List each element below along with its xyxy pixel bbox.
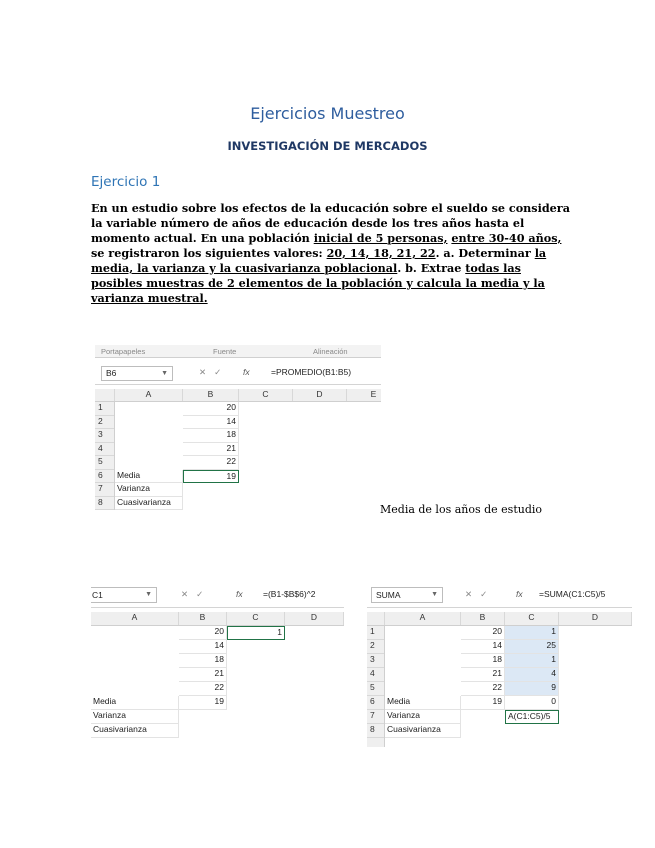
cell-c2[interactable]: 25 [505, 640, 559, 654]
row-header[interactable]: 3 [95, 429, 114, 443]
column-headers [91, 612, 344, 626]
function-icon[interactable]: fx [236, 589, 243, 599]
column-header[interactable]: C [227, 612, 285, 625]
row-header[interactable]: 1 [95, 402, 114, 416]
row-header[interactable]: 4 [95, 443, 114, 457]
cell-b6[interactable]: 19 [461, 696, 505, 710]
row-header[interactable]: 5 [95, 456, 114, 470]
name-box[interactable] [101, 366, 173, 381]
row-header[interactable]: 7 [367, 710, 384, 724]
underlined-text: entre 30-40 años, [451, 231, 562, 245]
select-all-corner[interactable] [367, 612, 385, 625]
column-header[interactable]: E [347, 389, 381, 401]
row-header[interactable]: 2 [367, 640, 384, 654]
cell-b6[interactable]: 19 [179, 696, 227, 710]
document-title: Ejercicios Muestreo [250, 104, 405, 123]
cell-c1-selected[interactable]: 1 [227, 626, 285, 640]
column-header[interactable]: B [183, 389, 239, 401]
row-header[interactable]: 7 [95, 483, 114, 497]
formula-bar-icons[interactable]: ✕✓ [181, 589, 212, 599]
row-header[interactable]: 2 [95, 416, 114, 430]
cell-c5[interactable]: 9 [505, 682, 559, 696]
underlined-text: todas las posibles muestras de 2 elementos de la población y calcula la media y la varianza muestral. [91, 261, 545, 305]
cell-a6[interactable]: Media [385, 696, 461, 710]
cell-c7-editing[interactable]: A(C1:C5)/5 [505, 710, 559, 724]
spreadsheet-screenshot-3 [367, 582, 632, 747]
cell-b4[interactable]: 21 [179, 668, 227, 682]
formula-text[interactable]: =PROMEDIO(B1:B5) [271, 367, 352, 377]
underlined-text: inicial de 5 personas, [313, 231, 448, 245]
cell-b3[interactable]: 18 [461, 654, 505, 668]
column-header[interactable]: C [239, 389, 293, 401]
column-headers [367, 612, 632, 626]
document-subtitle: INVESTIGACIÓN DE MERCADOS [227, 139, 428, 153]
cell-b2[interactable]: 14 [183, 416, 239, 430]
column-header[interactable]: A [385, 612, 461, 625]
cell-grid[interactable] [385, 626, 632, 747]
column-header[interactable]: B [179, 612, 227, 625]
row-header[interactable]: 6 [367, 696, 384, 710]
row-header[interactable]: 6 [95, 470, 114, 484]
text-run: En un estudio sobre los efectos de la educación sobre el sueldo se considera la variable número de años de educación desde los tres años hasta el momento actual. En una población [91, 201, 570, 245]
chevron-down-icon[interactable]: ▼ [161, 370, 168, 377]
cell-a8[interactable]: Cuasivarianza [91, 724, 179, 738]
ribbon-label: Portapapeles [101, 347, 146, 356]
row-header[interactable]: 3 [367, 654, 384, 668]
cell-a7[interactable]: Varianza [385, 710, 461, 724]
cell-a6[interactable]: Media [115, 470, 183, 484]
row-header[interactable]: 8 [367, 724, 384, 738]
name-box[interactable] [371, 587, 443, 603]
row-header[interactable]: 5 [367, 682, 384, 696]
cell-c4[interactable]: 4 [505, 668, 559, 682]
formula-bar [91, 582, 344, 608]
formula-text[interactable]: =(B1-$B$6)^2 [263, 589, 316, 599]
cell-b1[interactable]: 20 [179, 626, 227, 640]
row-header[interactable]: 4 [367, 668, 384, 682]
cell-b3[interactable]: 18 [179, 654, 227, 668]
cell-b5[interactable]: 22 [179, 682, 227, 696]
cell-b5[interactable]: 22 [183, 456, 239, 470]
cell-b1[interactable]: 20 [461, 626, 505, 640]
cell-b4[interactable]: 21 [461, 668, 505, 682]
cell-b6-selected[interactable]: 19 [183, 470, 239, 484]
column-header[interactable]: B [461, 612, 505, 625]
row-headers [367, 626, 385, 747]
formula-text[interactable]: =SUMA(C1:C5)/5 [539, 589, 606, 599]
cell-b5[interactable]: 22 [461, 682, 505, 696]
ribbon-label: Fuente [213, 347, 237, 356]
cell-grid[interactable] [115, 402, 381, 510]
cell-a7[interactable]: Varianza [115, 483, 183, 497]
function-icon[interactable]: fx [243, 367, 250, 377]
ribbon-group-labels [95, 345, 381, 358]
exercise-statement [91, 201, 571, 306]
column-header[interactable]: D [559, 612, 632, 625]
cell-b4[interactable]: 21 [183, 443, 239, 457]
cell-a8[interactable]: Cuasivarianza [385, 724, 461, 738]
select-all-corner[interactable] [95, 389, 115, 401]
cell-c1[interactable]: 1 [505, 626, 559, 640]
spreadsheet-screenshot-1 [95, 345, 381, 510]
text-run: . b. Extrae [397, 261, 466, 275]
cell-b3[interactable]: 18 [183, 429, 239, 443]
cell-b1[interactable]: 20 [183, 402, 239, 416]
spreadsheet-screenshot-2 [91, 582, 344, 747]
name-box-value: B6 [106, 368, 117, 378]
name-box[interactable] [91, 587, 157, 603]
formula-bar [367, 582, 632, 608]
cell-a6[interactable]: Media [91, 696, 179, 710]
cell-a8[interactable]: Cuasivarianza [115, 497, 183, 511]
row-header[interactable]: 8 [95, 497, 114, 511]
text-run: . a. Determinar [435, 246, 535, 260]
column-header[interactable]: C [505, 612, 559, 625]
cell-c3[interactable]: 1 [505, 654, 559, 668]
cell-c6[interactable]: 0 [505, 696, 559, 710]
ribbon-label: Alineación [313, 347, 348, 356]
name-box-value: SUMA [376, 590, 401, 600]
cell-a7[interactable]: Varianza [91, 710, 179, 724]
exercise-heading: Ejercicio 1 [91, 174, 161, 190]
column-header[interactable]: A [91, 612, 179, 625]
cell-b2[interactable]: 14 [461, 640, 505, 654]
text-run: se registraron los siguientes valores: [91, 246, 327, 260]
name-box-value: C1 [92, 590, 103, 600]
chevron-down-icon[interactable]: ▼ [431, 591, 438, 598]
column-header[interactable]: D [293, 389, 347, 401]
row-headers [95, 402, 115, 510]
function-icon[interactable]: fx [516, 589, 523, 599]
formula-bar-icons[interactable]: ✕✓ [465, 589, 496, 599]
formula-bar [95, 361, 381, 385]
formula-bar-icons[interactable]: ✕✓ [199, 367, 230, 377]
underlined-text: la media, la varianza y la cuasivarianza poblacional [91, 246, 547, 275]
cell-b2[interactable]: 14 [179, 640, 227, 654]
column-header[interactable]: D [285, 612, 344, 625]
figure-caption: Media de los años de estudio [380, 503, 543, 516]
underlined-values: 20, 14, 18, 21, 22 [326, 246, 436, 260]
column-headers [95, 389, 381, 402]
column-header[interactable]: A [115, 389, 183, 401]
row-header[interactable]: 1 [367, 626, 384, 640]
cell-grid[interactable] [91, 626, 344, 738]
chevron-down-icon[interactable]: ▼ [145, 591, 152, 598]
